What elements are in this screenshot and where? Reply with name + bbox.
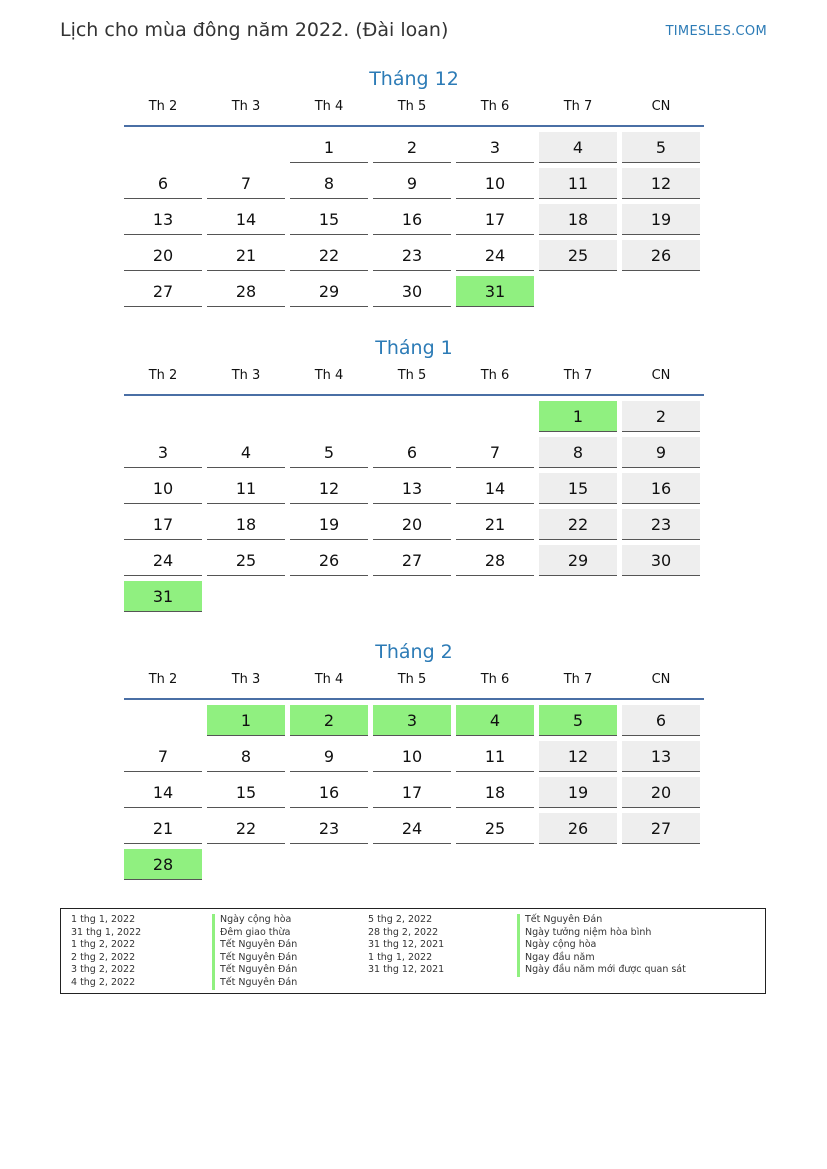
day-cell[interactable]: 9	[373, 168, 451, 199]
day-cell[interactable]: 2	[373, 132, 451, 163]
day-cell[interactable]: 30	[622, 545, 700, 576]
day-cell[interactable]: 22	[539, 509, 617, 540]
day-cell[interactable]: 3	[373, 705, 451, 736]
day-cell[interactable]: 28	[124, 849, 202, 880]
day-cell[interactable]: 23	[622, 509, 700, 540]
day-cell[interactable]: 25	[456, 813, 534, 844]
day-cell[interactable]: 8	[207, 741, 285, 772]
day-cell[interactable]: 4	[539, 132, 617, 163]
week-row	[124, 473, 704, 509]
weekday-label: CN	[651, 368, 671, 383]
empty-day-cell	[456, 581, 534, 612]
weekday-header	[124, 98, 704, 127]
legend-date: 31 thg 12, 2021	[368, 964, 445, 976]
day-cell[interactable]: 20	[124, 240, 202, 271]
day-cell[interactable]: 26	[622, 240, 700, 271]
day-cell[interactable]: 6	[622, 705, 700, 736]
day-cell[interactable]: 29	[290, 276, 368, 307]
legend-names-1	[212, 914, 297, 990]
day-cell[interactable]: 8	[539, 437, 617, 468]
empty-day-cell	[539, 849, 617, 880]
holiday-legend	[60, 908, 766, 994]
legend-holiday-name: Ngay đầu năm	[517, 952, 686, 965]
legend-dates-1	[71, 914, 141, 990]
empty-day-cell	[290, 401, 368, 432]
legend-date: 1 thg 1, 2022	[71, 914, 136, 925]
weekday-header	[124, 671, 704, 700]
empty-day-cell	[207, 132, 285, 163]
day-cell[interactable]: 27	[373, 545, 451, 576]
month-calendar	[124, 337, 704, 617]
empty-day-cell	[124, 132, 202, 163]
day-cell[interactable]: 24	[456, 240, 534, 271]
day-cell[interactable]: 25	[207, 545, 285, 576]
legend-holiday-name: Đêm giao thừa	[212, 927, 297, 940]
legend-date: 2 thg 2, 2022	[71, 951, 136, 963]
empty-day-cell	[207, 401, 285, 432]
month-title: Tháng 1	[375, 337, 453, 359]
day-cell[interactable]: 12	[290, 473, 368, 504]
day-cell[interactable]: 23	[290, 813, 368, 844]
legend-date: 31 thg 12, 2021	[368, 939, 445, 951]
weekday-label: Th 4	[314, 672, 344, 687]
day-cell[interactable]: 17	[124, 509, 202, 540]
day-cell[interactable]: 14	[124, 777, 202, 808]
empty-day-cell	[290, 849, 368, 880]
day-cell[interactable]: 26	[290, 545, 368, 576]
day-cell[interactable]: 18	[456, 777, 534, 808]
day-cell[interactable]: 13	[124, 204, 202, 235]
day-cell[interactable]: 27	[622, 813, 700, 844]
day-cell[interactable]: 22	[207, 813, 285, 844]
day-cell[interactable]: 5	[539, 705, 617, 736]
empty-day-cell	[539, 581, 617, 612]
day-cell[interactable]: 18	[207, 509, 285, 540]
day-cell[interactable]: 10	[124, 473, 202, 504]
legend-date: 4 thg 2, 2022	[71, 976, 136, 988]
day-cell[interactable]: 15	[290, 204, 368, 235]
day-cell[interactable]: 22	[290, 240, 368, 271]
day-cell[interactable]: 20	[373, 509, 451, 540]
legend-holiday-name: Tết Nguyên Đán	[212, 964, 297, 977]
day-cell[interactable]: 11	[539, 168, 617, 199]
legend-date: 1 thg 2, 2022	[71, 939, 136, 951]
week-row	[124, 705, 704, 741]
legend-holiday-name: Ngày tưởng niệm hòa bình	[517, 927, 686, 940]
weekday-label: Th 4	[314, 99, 344, 114]
day-cell[interactable]: 3	[456, 132, 534, 163]
empty-day-cell	[124, 401, 202, 432]
day-cell[interactable]: 6	[124, 168, 202, 199]
day-cell[interactable]: 7	[207, 168, 285, 199]
weekday-label: Th 3	[231, 672, 261, 687]
legend-holiday-name: Tết Nguyên Đán	[517, 914, 686, 927]
day-cell[interactable]: 1	[290, 132, 368, 163]
day-cell[interactable]: 14	[456, 473, 534, 504]
week-row	[124, 401, 704, 437]
day-cell[interactable]: 14	[207, 204, 285, 235]
legend-date: 28 thg 2, 2022	[368, 926, 439, 938]
month-calendar	[124, 641, 704, 885]
week-row	[124, 813, 704, 849]
legend-holiday-name: Tết Nguyên Đán	[212, 952, 297, 965]
day-cell[interactable]: 16	[290, 777, 368, 808]
day-cell[interactable]: 10	[456, 168, 534, 199]
day-cell[interactable]: 5	[622, 132, 700, 163]
day-cell[interactable]: 28	[207, 276, 285, 307]
day-cell[interactable]: 19	[622, 204, 700, 235]
week-row	[124, 204, 704, 240]
weekday-label: Th 4	[314, 368, 344, 383]
day-cell[interactable]: 13	[373, 473, 451, 504]
weekday-label: Th 3	[231, 99, 261, 114]
day-cell[interactable]: 21	[124, 813, 202, 844]
day-cell[interactable]: 24	[373, 813, 451, 844]
day-cell[interactable]: 13	[622, 741, 700, 772]
week-row	[124, 132, 704, 168]
legend-date: 3 thg 2, 2022	[71, 964, 136, 976]
legend-date: 31 thg 1, 2022	[71, 926, 142, 938]
weekday-label: Th 6	[480, 99, 510, 114]
day-cell[interactable]: 6	[373, 437, 451, 468]
week-row	[124, 741, 704, 777]
day-cell[interactable]: 31	[124, 581, 202, 612]
brand-link[interactable]: TIMESLES.COM	[665, 24, 767, 39]
week-row	[124, 581, 704, 617]
weekday-label: Th 6	[480, 368, 510, 383]
day-cell[interactable]: 23	[373, 240, 451, 271]
day-cell[interactable]: 9	[290, 741, 368, 772]
week-row	[124, 849, 704, 885]
empty-day-cell	[207, 849, 285, 880]
month-title: Tháng 12	[369, 68, 459, 90]
empty-day-cell	[124, 705, 202, 736]
day-cell[interactable]: 29	[539, 545, 617, 576]
empty-day-cell	[373, 849, 451, 880]
day-cell[interactable]: 31	[456, 276, 534, 307]
week-row	[124, 437, 704, 473]
weekday-label: Th 2	[148, 368, 178, 383]
weekday-label: Th 5	[397, 368, 427, 383]
legend-holiday-name: Tết Nguyên Đán	[212, 977, 297, 990]
day-cell[interactable]: 24	[124, 545, 202, 576]
day-cell[interactable]: 12	[539, 741, 617, 772]
legend-dates-2	[368, 914, 444, 977]
weekday-label: Th 2	[148, 99, 178, 114]
empty-day-cell	[622, 276, 700, 307]
legend-date: 1 thg 1, 2022	[368, 951, 433, 963]
day-cell[interactable]: 18	[539, 204, 617, 235]
weekday-label: Th 7	[563, 672, 593, 687]
day-cell[interactable]: 5	[290, 437, 368, 468]
day-cell[interactable]: 28	[456, 545, 534, 576]
day-cell[interactable]: 7	[124, 741, 202, 772]
week-row	[124, 168, 704, 204]
empty-day-cell	[539, 276, 617, 307]
empty-day-cell	[456, 401, 534, 432]
day-cell[interactable]: 4	[207, 437, 285, 468]
week-row	[124, 545, 704, 581]
day-cell[interactable]: 30	[373, 276, 451, 307]
day-cell[interactable]: 19	[539, 777, 617, 808]
day-cell[interactable]: 26	[539, 813, 617, 844]
month-title: Tháng 2	[375, 641, 453, 663]
legend-date: 5 thg 2, 2022	[368, 914, 433, 925]
weekday-label: Th 5	[397, 672, 427, 687]
day-cell[interactable]: 16	[622, 473, 700, 504]
day-cell[interactable]: 12	[622, 168, 700, 199]
empty-day-cell	[373, 401, 451, 432]
day-cell[interactable]: 17	[373, 777, 451, 808]
day-cell[interactable]: 7	[456, 437, 534, 468]
weekday-label: CN	[651, 672, 671, 687]
week-row	[124, 240, 704, 276]
weekday-label: Th 2	[148, 672, 178, 687]
legend-names-2	[517, 914, 686, 977]
day-cell[interactable]: 15	[207, 777, 285, 808]
day-cell[interactable]: 1	[539, 401, 617, 432]
weekday-label: Th 7	[563, 368, 593, 383]
empty-day-cell	[622, 849, 700, 880]
day-cell[interactable]: 19	[290, 509, 368, 540]
empty-day-cell	[622, 581, 700, 612]
weekday-label: Th 5	[397, 99, 427, 114]
empty-day-cell	[456, 849, 534, 880]
day-cell[interactable]: 25	[539, 240, 617, 271]
weekday-label: Th 3	[231, 368, 261, 383]
day-cell[interactable]: 1	[207, 705, 285, 736]
legend-holiday-name: Ngày cộng hòa	[517, 939, 686, 952]
empty-day-cell	[207, 581, 285, 612]
day-cell[interactable]: 2	[290, 705, 368, 736]
legend-holiday-name: Tết Nguyên Đán	[212, 939, 297, 952]
day-cell[interactable]: 8	[290, 168, 368, 199]
month-calendar	[124, 68, 704, 312]
day-cell[interactable]: 11	[456, 741, 534, 772]
day-cell[interactable]: 9	[622, 437, 700, 468]
legend-holiday-name: Ngày cộng hòa	[212, 914, 297, 927]
day-cell[interactable]: 21	[456, 509, 534, 540]
legend-holiday-name: Ngày đầu năm mới được quan sát	[517, 964, 686, 977]
day-cell[interactable]: 2	[622, 401, 700, 432]
empty-day-cell	[290, 581, 368, 612]
day-cell[interactable]: 11	[207, 473, 285, 504]
day-cell[interactable]: 3	[124, 437, 202, 468]
day-cell[interactable]: 10	[373, 741, 451, 772]
day-cell[interactable]: 17	[456, 204, 534, 235]
day-cell[interactable]: 15	[539, 473, 617, 504]
day-cell[interactable]: 20	[622, 777, 700, 808]
page-title: Lịch cho mùa đông năm 2022. (Đài loan)	[60, 19, 449, 41]
day-cell[interactable]: 16	[373, 204, 451, 235]
weekday-header	[124, 367, 704, 396]
weekday-label: Th 6	[480, 672, 510, 687]
day-cell[interactable]: 21	[207, 240, 285, 271]
weekday-label: Th 7	[563, 99, 593, 114]
week-row	[124, 509, 704, 545]
week-row	[124, 276, 704, 312]
empty-day-cell	[373, 581, 451, 612]
day-cell[interactable]: 4	[456, 705, 534, 736]
week-row	[124, 777, 704, 813]
day-cell[interactable]: 27	[124, 276, 202, 307]
weekday-label: CN	[651, 99, 671, 114]
